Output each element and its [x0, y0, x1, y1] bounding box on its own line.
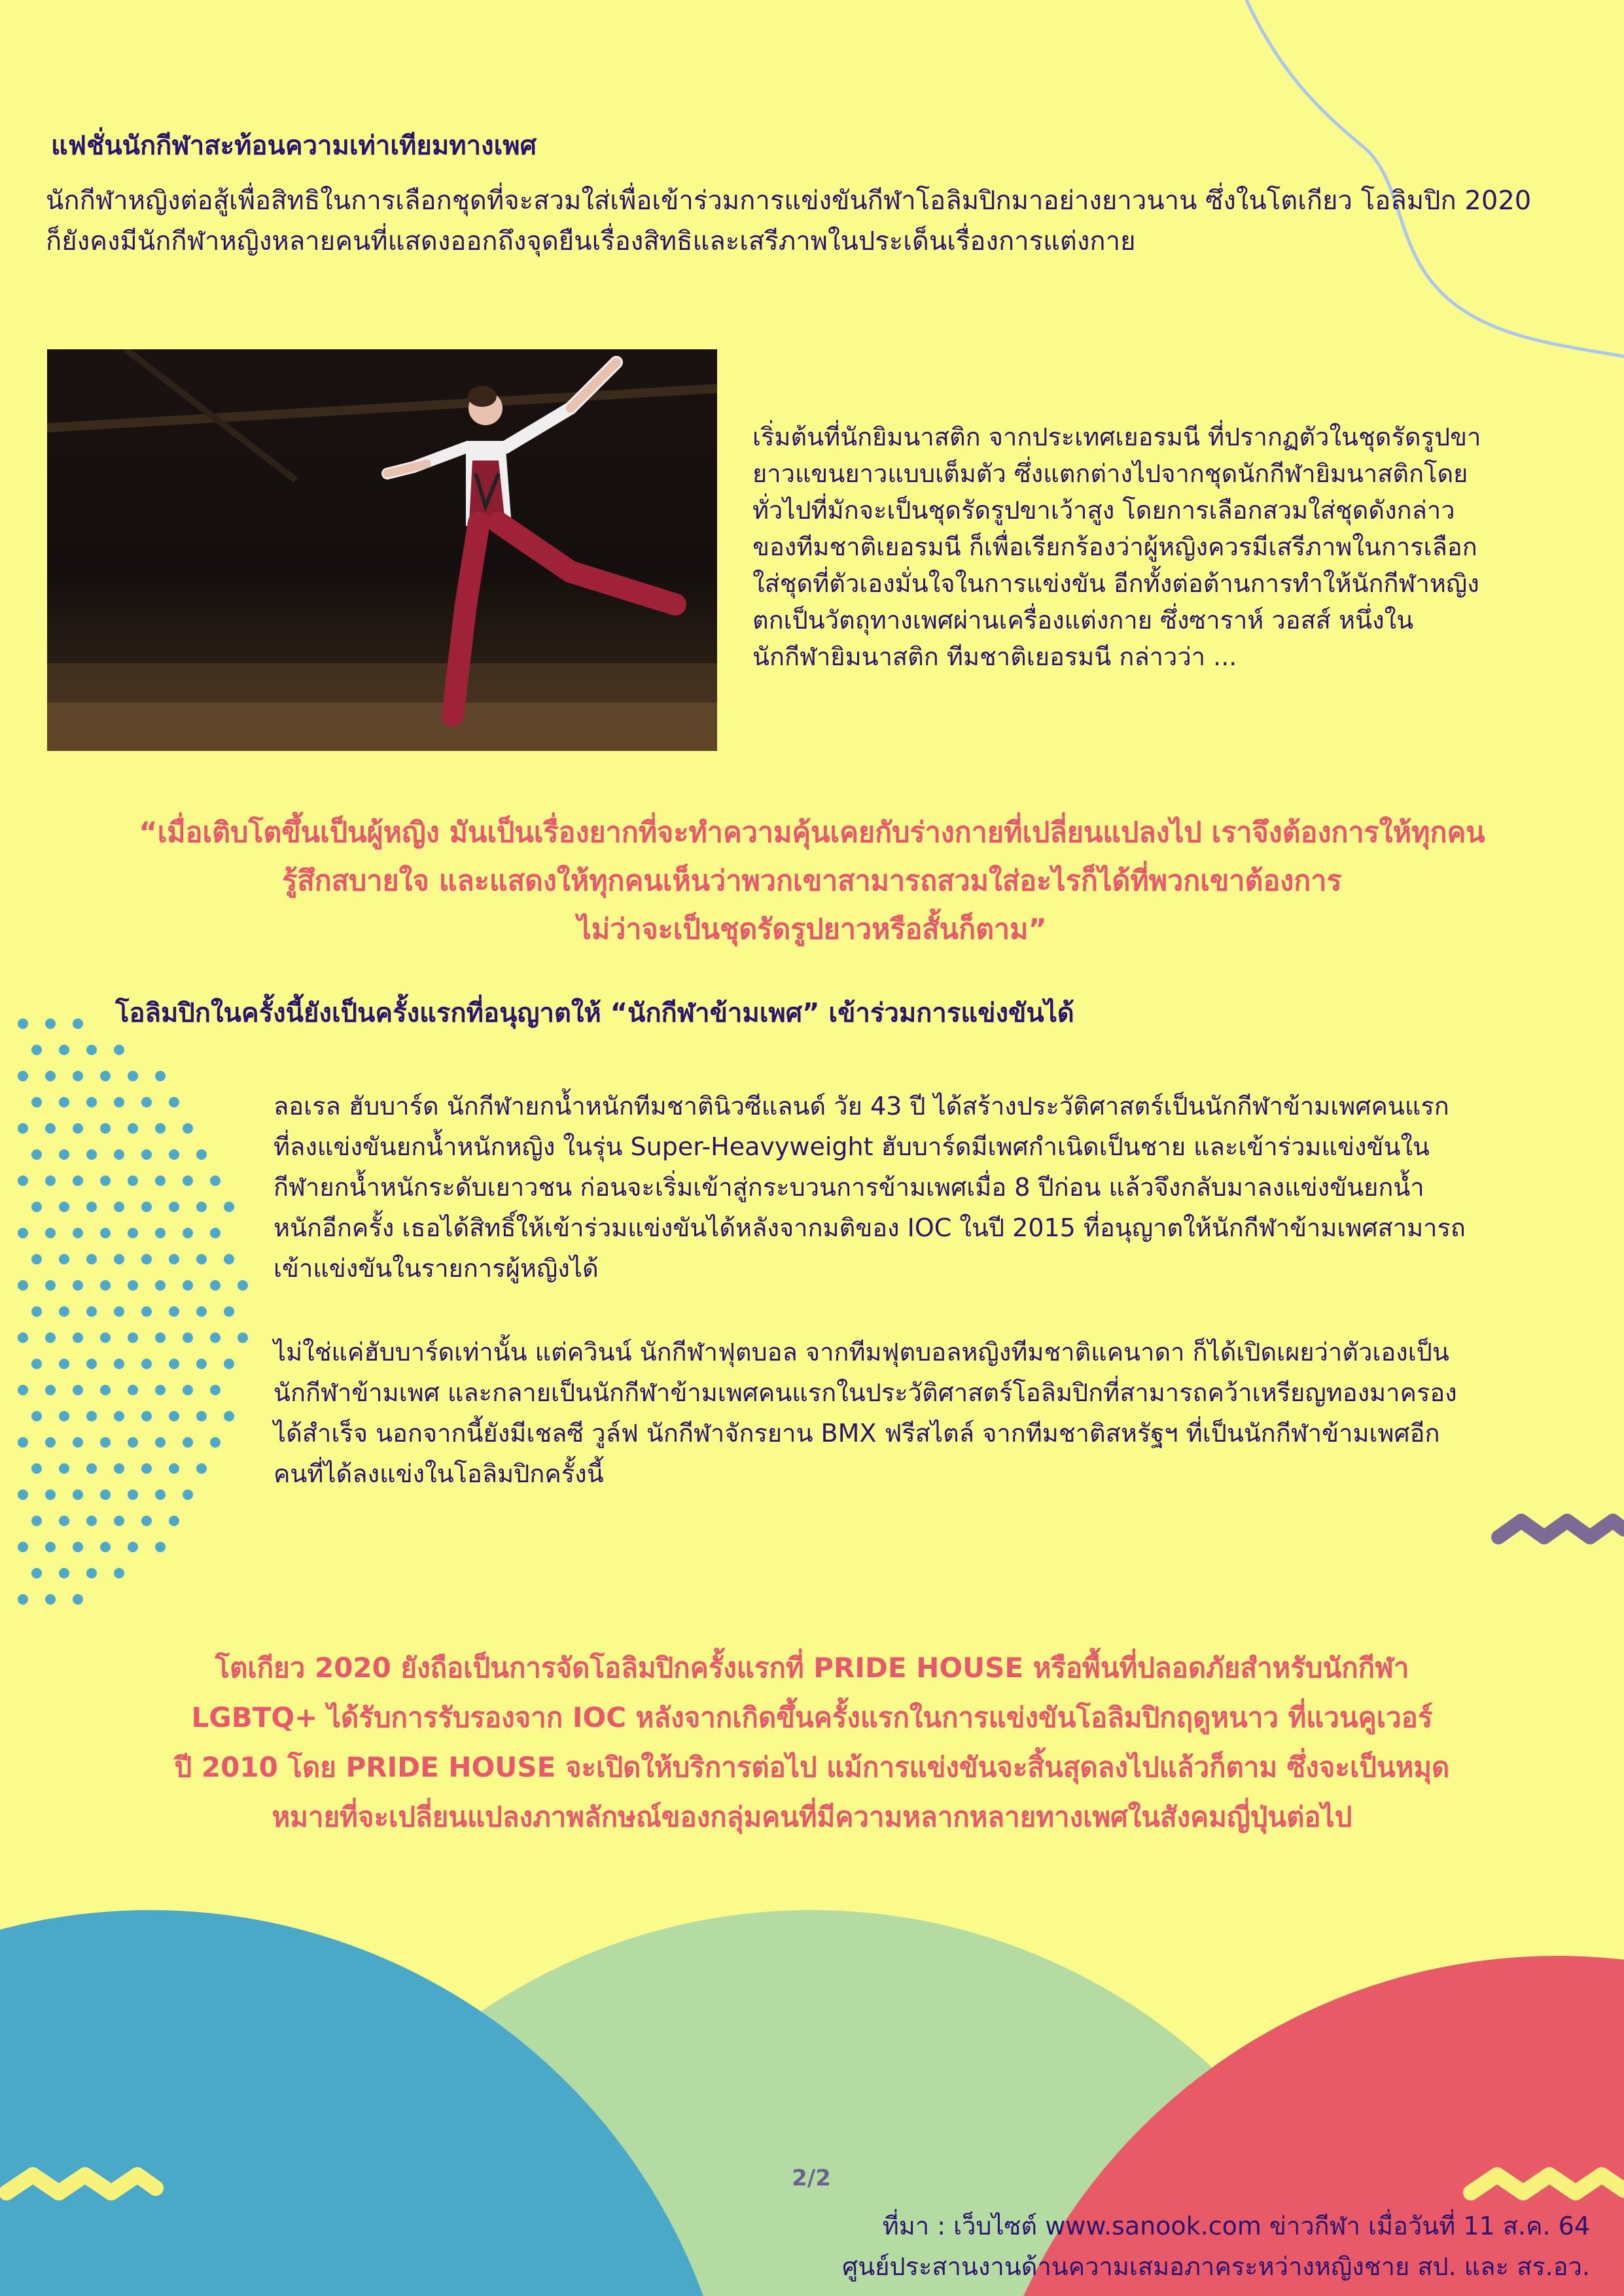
- intro-line: นักกีฬาหญิงต่อสู้เพื่อสิทธิในการเลือกชุดที่จะสวมใส่เพื่อเข้าร่วมการแข่งขันกีฬาโอลิมปิกมาอย่างยาวนาน ซึ่งในโตเกียว โอลิมปิก 2020: [46, 186, 1532, 216]
- decorative-dot: [18, 1228, 28, 1238]
- decorative-dot: [155, 1228, 166, 1238]
- decorative-dot: [86, 1306, 97, 1317]
- decorative-dot: [141, 1516, 152, 1526]
- decorative-dot: [18, 1280, 28, 1291]
- pride-line: LGBTQ+ ได้รับการรับรองจาก IOC หลังจากเกิดขึ้นครั้งแรกในการแข่งขันโอลิมปิกฤดูหนาว ที่แวนคูเวอร์: [191, 1701, 1433, 1733]
- paragraph-line: เข้าแข่งขันในรายการผู้หญิงได้: [274, 1254, 599, 1283]
- decorative-dot: [196, 1202, 207, 1212]
- paragraph-line: ไม่ใช่แค่ฮับบาร์ดเท่านั้น แต่ควินน์ นักกีฬาฟุตบอล จากทีมฟุตบอลหญิงทีมชาติแคนาดา ก็ได้เปิดเผยว่าตัวเองเป็น: [274, 1338, 1449, 1366]
- decorative-dot: [45, 1332, 56, 1343]
- decorative-dot: [128, 1228, 138, 1238]
- decorative-dot: [86, 1149, 97, 1160]
- gymnast-quote: [39, 809, 1585, 954]
- decorative-dot: [155, 1280, 166, 1291]
- decorative-dot: [155, 1123, 166, 1134]
- decorative-dot: [169, 1359, 179, 1369]
- decorative-dot: [31, 1568, 42, 1578]
- decorative-dot: [128, 1123, 138, 1134]
- decorative-dot: [210, 1437, 221, 1448]
- decorative-dot: [31, 1306, 42, 1317]
- decorative-dot: [183, 1175, 193, 1186]
- decorative-dot: [183, 1228, 193, 1238]
- decorative-dot: [141, 1202, 152, 1212]
- decorative-dot: [224, 1254, 234, 1264]
- decorative-dot: [45, 1280, 56, 1291]
- decorative-dot: [73, 1280, 83, 1291]
- decorative-dot: [31, 1254, 42, 1264]
- decorative-dot: [59, 1202, 69, 1212]
- decorative-dot: [31, 1202, 42, 1212]
- pride-line: โตเกียว 2020 ยังถือเป็นการจัดโอลิมปิกครั้งแรกที่ PRIDE HOUSE หรือพื้นที่ปลอดภัยสำหรับนักกีฬา: [215, 1652, 1409, 1684]
- quote-line: รู้สึกสบายใจ และแสดงให้ทุกคนเห็นว่าพวกเขาสามารถสวมใส่อะไรก็ได้ที่พวกเขาต้องการ: [282, 865, 1342, 897]
- decorative-dot: [100, 1332, 111, 1343]
- dots-pattern: [18, 1018, 248, 1605]
- decorative-dot: [59, 1516, 69, 1526]
- decorative-dot: [18, 1489, 28, 1500]
- decorative-dot: [196, 1254, 207, 1264]
- decorative-dot: [59, 1097, 69, 1107]
- decorative-dot: [196, 1149, 207, 1160]
- decorative-dot: [183, 1489, 193, 1500]
- decorative-dot: [169, 1202, 179, 1212]
- pride-line: หมายที่จะเปลี่ยนแปลงภาพลักษณ์ของกลุ่มคนที่มีความหลากหลายทางเพศในสังคมญี่ปุ่นต่อไป: [272, 1801, 1352, 1833]
- decorative-dot: [18, 1542, 28, 1552]
- decorative-dot: [114, 1359, 124, 1369]
- pride-line: ปี 2010 โดย PRIDE HOUSE จะเปิดให้บริการต่อไป แม้การแข่งขันจะสิ้นสุดลงไปแล้วก็ตาม ซึ่งจะเป็นหมุด: [174, 1751, 1450, 1783]
- paragraph-line: เริ่มต้นที่นักยิมนาสติก จากประเทศเยอรมนี ที่ปรากฏตัวในชุดรัดรูปขา: [752, 423, 1481, 451]
- decorative-dot: [169, 1097, 179, 1107]
- decorative-dot: [31, 1045, 42, 1055]
- paragraph-line: ยาวแขนยาวแบบเต็มตัว ซึ่งแตกต่างไปจากชุดนักกีฬายิมนาสติกโดย: [752, 459, 1468, 488]
- paragraph-line: กีฬายกน้ำหนักระดับเยาวชน ก่อนจะเริ่มเข้าสู่กระบวนการข้ามเพศเมื่อ 8 ปีก่อน แล้วจึงกลับมาลงแข่งขันยกน้ำ: [274, 1173, 1424, 1202]
- decorative-dot: [100, 1489, 111, 1500]
- decorative-dot: [155, 1332, 166, 1343]
- decorative-dot: [141, 1254, 152, 1264]
- decorative-dot: [100, 1123, 111, 1134]
- decorative-dot: [86, 1516, 97, 1526]
- decorative-dot: [210, 1385, 221, 1395]
- organization-credit: ศูนย์ประสานงานด้านความเสมอภาคระหว่างหญิงชาย สป. และ สร.อว.: [842, 2252, 1590, 2281]
- decorative-dot: [86, 1254, 97, 1264]
- decorative-dot: [73, 1071, 83, 1081]
- decorative-dot: [238, 1280, 248, 1291]
- decorative-dot: [141, 1149, 152, 1160]
- decorative-dot: [141, 1306, 152, 1317]
- decorative-dot: [114, 1411, 124, 1421]
- paragraph-line: ตกเป็นวัตถุทางเพศผ่านเครื่องแต่งกาย ซึ่งซาราห์ วอสส์ หนึ่งใน: [752, 606, 1414, 635]
- decorative-dot: [73, 1018, 83, 1029]
- decorative-dot: [31, 1097, 42, 1107]
- decorative-dot: [141, 1463, 152, 1474]
- decorative-dot: [18, 1332, 28, 1343]
- quote-line: “เมื่อเติบโตขึ้นเป็นผู้หญิง มันเป็นเรื่องยากที่จะทำความคุ้นเคยกับร่างกายที่เปลี่ยนแปลงไป เราจึงต้องการให้ทุกคน: [139, 816, 1485, 849]
- decorative-dot: [114, 1149, 124, 1160]
- decorative-dot: [128, 1437, 138, 1448]
- decorative-dot: [31, 1411, 42, 1421]
- decorative-dot: [210, 1280, 221, 1291]
- decorative-dot: [31, 1516, 42, 1526]
- decorative-dot: [45, 1489, 56, 1500]
- paragraph-line: ลอเรล ฮับบาร์ด นักกีฬายกน้ำหนักทีมชาตินิวซีแลนด์ วัย 43 ปี ได้สร้างประวัติศาสตร์เป็นนักกีฬาข้ามเพศคนแรก: [274, 1092, 1449, 1121]
- decorative-dot: [73, 1437, 83, 1448]
- decorative-dot: [196, 1463, 207, 1474]
- decorative-dot: [59, 1149, 69, 1160]
- decorative-dot: [128, 1071, 138, 1081]
- decorative-dot: [59, 1411, 69, 1421]
- decorative-dot: [45, 1542, 56, 1552]
- heading-fashion: แฟชั่นนักกีฬาสะท้อนความเท่าเทียมทางเพศ: [51, 131, 537, 161]
- decorative-dot: [18, 1175, 28, 1186]
- heading-transgender: โอลิมปิกในครั้งนี้ยังเป็นครั้งแรกที่อนุญาตให้ “นักกีฬาข้ามเพศ” เข้าร่วมการแข่งขันได้: [115, 998, 1074, 1028]
- decorative-dot: [86, 1568, 97, 1578]
- decorative-dot: [45, 1123, 56, 1134]
- decorative-dot: [100, 1437, 111, 1448]
- pride-house-paragraph: [65, 1643, 1559, 1842]
- decorative-dot: [155, 1385, 166, 1395]
- decorative-dot: [128, 1489, 138, 1500]
- decorative-dot: [73, 1332, 83, 1343]
- decorative-dot: [238, 1332, 248, 1343]
- decorative-dot: [224, 1359, 234, 1369]
- decorative-dot: [59, 1254, 69, 1264]
- decorative-dot: [128, 1542, 138, 1552]
- decorative-dot: [86, 1045, 97, 1055]
- decorative-dot: [196, 1411, 207, 1421]
- decorative-dot: [196, 1359, 207, 1369]
- decorative-dot: [128, 1385, 138, 1395]
- paragraph-line: นักกีฬาข้ามเพศ และกลายเป็นนักกีฬาข้ามเพศคนแรกในประวัติศาสตร์โอลิมปิกที่สามารถคว้าเหรียญทองมาครอง: [274, 1378, 1457, 1407]
- quote-line: ไม่ว่าจะเป็นชุดรัดรูปยาวหรือสั้นก็ตาม”: [577, 913, 1047, 946]
- page-number: 2/2: [792, 2165, 831, 2191]
- decorative-dot: [100, 1175, 111, 1186]
- decorative-dot: [224, 1306, 234, 1317]
- decorative-dot: [155, 1489, 166, 1500]
- decorative-dot: [155, 1175, 166, 1186]
- decorative-dot: [18, 1123, 28, 1134]
- decorative-curve: [1246, 0, 1624, 357]
- decorative-dot: [141, 1359, 152, 1369]
- decorative-dot: [59, 1359, 69, 1369]
- decorative-dot: [114, 1306, 124, 1317]
- decorative-dot: [169, 1516, 179, 1526]
- decorative-dot: [141, 1411, 152, 1421]
- decorative-dot: [31, 1359, 42, 1369]
- paragraph-line: คนที่ได้ลงแข่งในโอลิมปิกครั้งนี้: [274, 1459, 604, 1488]
- decorative-dot: [45, 1385, 56, 1395]
- hubbard-paragraph: [274, 1086, 1556, 1289]
- decorative-dot: [100, 1280, 111, 1291]
- decorative-dot: [183, 1332, 193, 1343]
- decorative-dot: [210, 1332, 221, 1343]
- decorative-dot: [31, 1149, 42, 1160]
- decorative-dot: [183, 1280, 193, 1291]
- decorative-dot: [59, 1306, 69, 1317]
- source-credit: ที่มา : เว็บไซต์ www.sanook.com ข่าวกีฬา เมื่อวันที่ 11 ส.ค. 64: [882, 2212, 1590, 2240]
- gymnast-photo: [47, 349, 717, 751]
- decorative-dot: [169, 1254, 179, 1264]
- decorative-dot: [73, 1123, 83, 1134]
- paragraph-line: ของทีมชาติเยอรมนี ก็เพื่อเรียกร้องว่าผู้หญิงควรมีเสรีภาพในการเลือก: [752, 532, 1477, 561]
- decorative-dot: [45, 1018, 56, 1029]
- decorative-dot: [18, 1071, 28, 1081]
- decorative-dot: [45, 1437, 56, 1448]
- decorative-dot: [18, 1437, 28, 1448]
- decorative-dot: [183, 1385, 193, 1395]
- decorative-dot: [141, 1097, 152, 1107]
- decorative-dot: [45, 1228, 56, 1238]
- decorative-dot: [86, 1097, 97, 1107]
- decorative-dot: [18, 1385, 28, 1395]
- paragraph-line: นักกีฬายิมนาสติก ทีมชาติเยอรมนี กล่าวว่า ...: [752, 642, 1237, 671]
- decorative-dot: [73, 1385, 83, 1395]
- decorative-dot: [114, 1254, 124, 1264]
- decorative-dot: [86, 1411, 97, 1421]
- paragraph-line: ทั่วไปที่มักจะเป็นชุดรัดรูปขาเว้าสูง โดยการเลือกสวมใส่ชุดดังกล่าว: [752, 496, 1455, 525]
- decorative-dot: [155, 1437, 166, 1448]
- decorative-dot: [45, 1594, 56, 1605]
- decorative-dot: [73, 1489, 83, 1500]
- quinn-paragraph: [274, 1332, 1556, 1494]
- decorative-dot: [86, 1202, 97, 1212]
- decorative-dot: [224, 1202, 234, 1212]
- paragraph-line: หนักอีกครั้ง เธอได้สิทธิ์ให้เข้าร่วมแข่งขันได้หลังจากมติของ IOC ในปี 2015 ที่อนุญาตให้นักกีฬาข้ามเพศสามารถ: [274, 1213, 1466, 1242]
- decorative-dot: [86, 1359, 97, 1369]
- decorative-dot: [114, 1202, 124, 1212]
- decorative-dot: [59, 1463, 69, 1474]
- decorative-dot: [210, 1228, 221, 1238]
- decorative-dot: [18, 1018, 28, 1029]
- decorative-dot: [114, 1568, 124, 1578]
- decorative-dot: [128, 1175, 138, 1186]
- decorative-dot: [169, 1149, 179, 1160]
- decorative-dot: [196, 1306, 207, 1317]
- paragraph-line: ได้สำเร็จ นอกจากนี้ยังมีเชลซี วูล์ฟ นักกีฬาจักรยาน BMX ฟรีสไตล์ จากทีมชาติสหรัฐฯ ที่เป็นนักกีฬาข้ามเพศอีก: [274, 1419, 1440, 1448]
- decorative-dot: [155, 1542, 166, 1552]
- decorative-dot: [224, 1411, 234, 1421]
- paragraph-line: ที่ลงแข่งขันยกน้ำหนักหญิง ในรุ่น Super-Heavyweight ฮับบาร์ดมีเพศกำเนิดเป็นชาย และเข้าร่วมแข่งขันใน: [274, 1132, 1430, 1161]
- decorative-dot: [18, 1594, 28, 1605]
- decorative-dot: [59, 1045, 69, 1055]
- decorative-dot: [45, 1175, 56, 1186]
- decorative-dot: [114, 1045, 124, 1055]
- decorative-dot: [169, 1463, 179, 1474]
- decorative-dot: [45, 1071, 56, 1081]
- decorative-dot: [114, 1097, 124, 1107]
- paragraph-line: ใส่ชุดที่ตัวเองมั่นใจในการแข่งขัน อีกทั้งต่อต้านการทำให้นักกีฬาหญิง: [752, 569, 1479, 598]
- decorative-dot: [210, 1175, 221, 1186]
- intro-paragraph: [46, 181, 1583, 262]
- decorative-dot: [31, 1463, 42, 1474]
- decorative-dot: [183, 1123, 193, 1134]
- decorative-dot: [73, 1542, 83, 1552]
- decorative-dot: [73, 1594, 83, 1605]
- decorative-dot: [169, 1411, 179, 1421]
- decorative-dot: [183, 1437, 193, 1448]
- intro-line: ก็ยังคงมีนักกีฬาหญิงหลายคนที่แสดงออกถึงจุดยืนเรื่องสิทธิและเสรีภาพในประเด็นเรื่องการแต่งกาย: [46, 226, 1136, 256]
- decorative-dot: [128, 1280, 138, 1291]
- decorative-dot: [100, 1071, 111, 1081]
- zigzag-purple: [1498, 1521, 1624, 1537]
- decorative-dot: [59, 1568, 69, 1578]
- decorative-dot: [86, 1463, 97, 1474]
- decorative-dot: [73, 1228, 83, 1238]
- decorative-dot: [128, 1332, 138, 1343]
- decorative-dot: [114, 1516, 124, 1526]
- decorative-dot: [114, 1463, 124, 1474]
- gymnast-paragraph: [752, 419, 1577, 675]
- decorative-dot: [100, 1228, 111, 1238]
- decorative-dot: [73, 1175, 83, 1186]
- decorative-dot: [169, 1306, 179, 1317]
- decorative-dot: [155, 1071, 166, 1081]
- decorative-dot: [100, 1542, 111, 1552]
- decorative-dot: [100, 1385, 111, 1395]
